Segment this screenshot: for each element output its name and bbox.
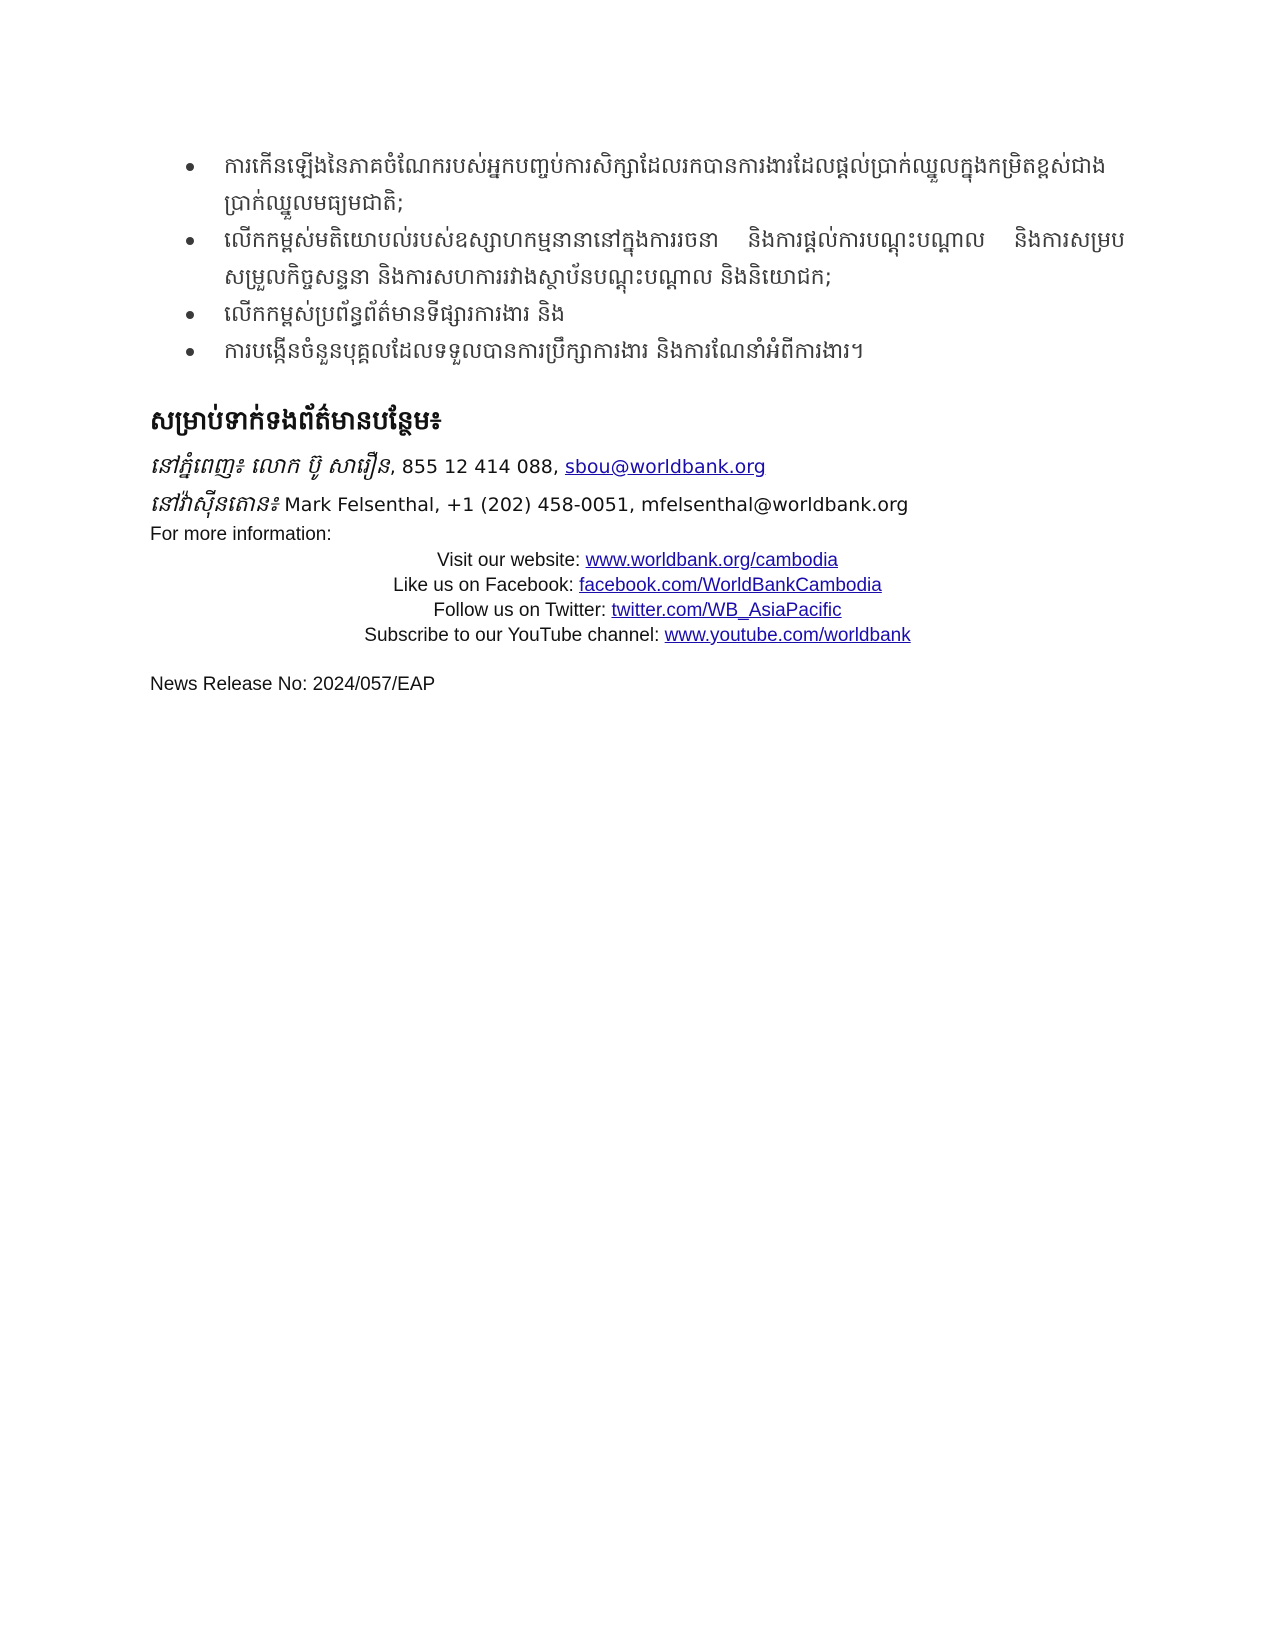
- twitter-link[interactable]: twitter.com/WB_AsiaPacific: [611, 600, 842, 621]
- bullet-icon: [186, 237, 194, 245]
- twitter-label: Follow us on Twitter:: [433, 600, 612, 621]
- bullet-icon: [186, 163, 194, 171]
- twitter-line: [150, 598, 1125, 623]
- facebook-line: [150, 573, 1125, 598]
- social-links: [150, 548, 1125, 648]
- youtube-link[interactable]: www.youtube.com/worldbank: [664, 625, 911, 646]
- facebook-label: Like us on Facebook:: [393, 575, 580, 596]
- list-item: [150, 148, 1125, 222]
- contact-pp-phone: , 855 12 414 088,: [389, 456, 565, 478]
- bullet-icon: [186, 348, 194, 356]
- youtube-line: [150, 623, 1125, 648]
- contact-dc-details: Mark Felsenthal, +1 (202) 458-0051, mfelsenthal@worldbank.org: [278, 494, 909, 516]
- contact-pp-label: នៅភ្នំពេញ៖ លោក ប៊ូ សារឿន: [150, 454, 390, 479]
- list-item: [150, 222, 1125, 296]
- website-link[interactable]: www.worldbank.org/cambodia: [585, 550, 838, 571]
- contact-washington: [150, 490, 909, 522]
- news-release-number: News Release No: 2024/057/EAP: [150, 674, 436, 695]
- website-label: Visit our website:: [437, 550, 586, 571]
- facebook-link[interactable]: facebook.com/WorldBankCambodia: [579, 575, 882, 596]
- objectives-list: [150, 148, 1125, 370]
- contact-heading: សម្រាប់ទាក់ទងព័ត៌មានបន្ថែម៖: [150, 406, 442, 436]
- contact-dc-label: នៅវ៉ាស៊ីនតោន៖: [150, 492, 279, 517]
- list-item-text: លើកកម្ពស់ប្រព័ន្ធព័ត៌មានទីផ្សារការងារ និង: [224, 302, 565, 327]
- list-item-text: លើកកម្ពស់មតិយោបល់របស់ឧស្សាហកម្មនានានៅក្នុងការរចនា និងការផ្តល់ការបណ្តុះបណ្តាល និងការសម្របសម្រួលកិច្ចសន្ទនា និងការសហការរវាងស្ថាប័នបណ្តុះបណ្តាល និងនិយោជក;: [224, 228, 1125, 290]
- youtube-label: Subscribe to our YouTube channel:: [364, 625, 665, 646]
- website-line: [150, 548, 1125, 573]
- list-item: [150, 333, 1125, 370]
- list-item: [150, 296, 1125, 333]
- more-info-label: For more information:: [150, 524, 332, 545]
- bullet-icon: [186, 311, 194, 319]
- list-item-text: ការកើនឡើងនៃភាគចំណែករបស់អ្នកបញ្ចប់ការសិក្សាដែលរកបានការងារដែលផ្តល់ប្រាក់ឈ្នួលក្នុងកម្រិតខ្ពស់ជាងប្រាក់ឈ្នួលមធ្យមជាតិ;: [224, 154, 1106, 216]
- contact-pp-email-link[interactable]: sbou@worldbank.org: [564, 456, 766, 478]
- list-item-text: ការបង្កើនចំនួនបុគ្គលដែលទទួលបានការប្រឹក្សាការងារ និងការណែនាំអំពីការងារ។: [224, 339, 865, 364]
- contact-phnom-penh: [150, 452, 766, 484]
